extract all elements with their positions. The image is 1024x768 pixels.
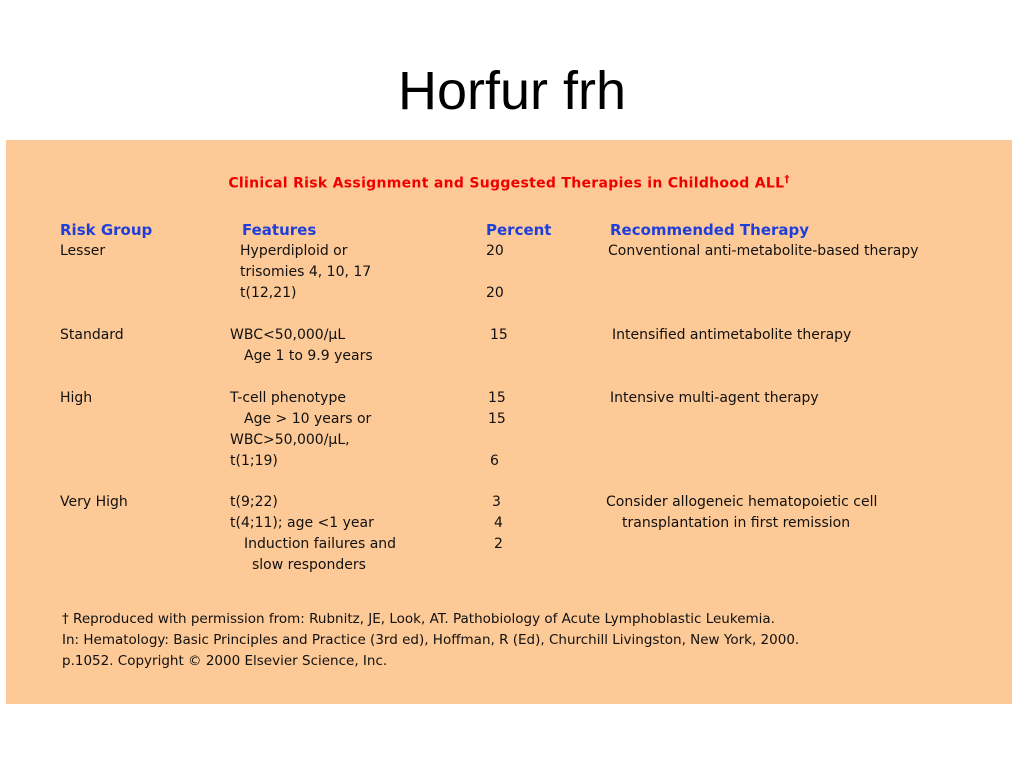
feature-cell: t(9;22): [230, 494, 278, 510]
feature-cell: WBC<50,000/µL: [230, 327, 346, 343]
percent-cell: 15: [488, 390, 506, 406]
percent-cell: 2: [494, 536, 503, 552]
feature-cell: Age > 10 years or: [244, 411, 372, 427]
header-therapy: Recommended Therapy: [610, 221, 810, 239]
feature-cell: trisomies 4, 10, 17: [240, 264, 372, 280]
therapy-cell: Conventional anti-metabolite-based therapy: [608, 243, 919, 259]
feature-cell: t(12,21): [240, 285, 297, 301]
table-caption-text: Clinical Risk Assignment and Suggested Therapies in Childhood ALL: [228, 175, 785, 192]
percent-cell: 3: [492, 494, 501, 510]
percent-cell: 6: [490, 453, 499, 469]
percent-cell: 20: [486, 243, 504, 259]
percent-cell: 20: [486, 285, 504, 301]
feature-cell: t(1;19): [230, 453, 278, 469]
therapy-cell: Intensified antimetabolite therapy: [612, 327, 852, 343]
therapy-cell: Consider allogeneic hematopoietic cell: [606, 494, 878, 510]
table-caption: [6, 174, 1012, 192]
percent-cell: 15: [490, 327, 508, 343]
risk-group-cell: Very High: [60, 494, 128, 510]
header-features: Features: [242, 221, 317, 239]
risk-group-cell: Lesser: [60, 243, 106, 259]
risk-table-image: [6, 140, 1012, 704]
header-risk-group: Risk Group: [60, 221, 153, 239]
percent-cell: 4: [494, 515, 503, 531]
slide-title: Horfur frh: [397, 61, 627, 121]
feature-cell: slow responders: [252, 557, 366, 573]
feature-cell: Induction failures and: [244, 536, 397, 552]
feature-cell: Hyperdiploid or: [240, 243, 348, 259]
therapy-cell: transplantation in first remission: [622, 515, 851, 531]
feature-cell: t(4;11); age <1 year: [230, 515, 374, 531]
footnote-line: † Reproduced with permission from: Rubnitz, JE, Look, AT. Pathobiology of Acute Lymphoblastic Leukemia.: [62, 611, 775, 627]
footnote-line: In: Hematology: Basic Principles and Practice (3rd ed), Hoffman, R (Ed), Churchill Livingston, New York, 2000.: [62, 632, 800, 648]
risk-group-cell: Standard: [60, 327, 124, 343]
footnote-line: p.1052. Copyright © 2000 Elsevier Science, Inc.: [62, 653, 388, 669]
feature-cell: WBC>50,000/µL,: [230, 432, 350, 448]
therapy-cell: Intensive multi-agent therapy: [610, 390, 819, 406]
percent-cell: 15: [488, 411, 506, 427]
header-percent: Percent: [486, 221, 552, 239]
feature-cell: T-cell phenotype: [230, 390, 346, 406]
caption-mark: †: [784, 174, 790, 185]
risk-group-cell: High: [60, 390, 93, 406]
feature-cell: Age 1 to 9.9 years: [244, 348, 373, 364]
